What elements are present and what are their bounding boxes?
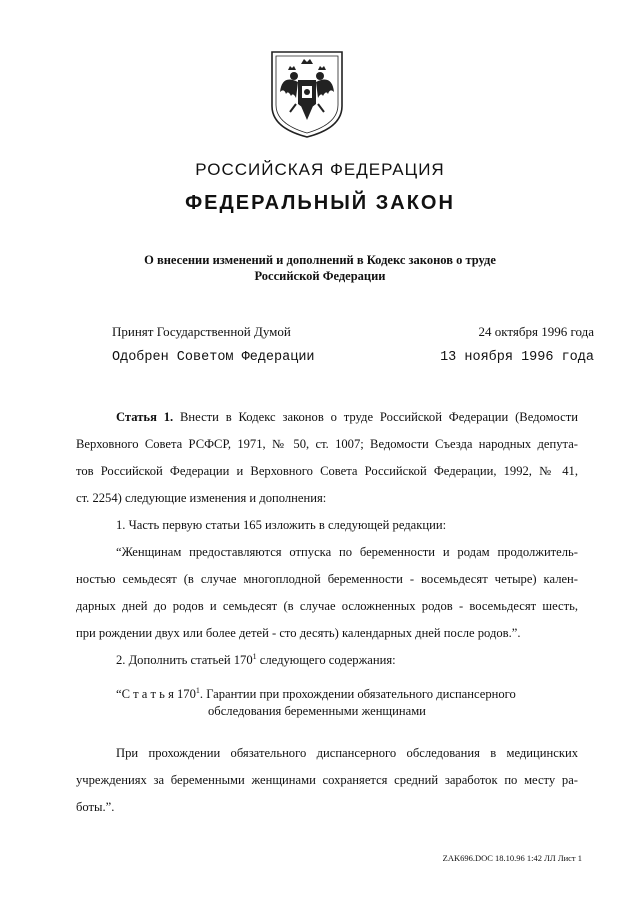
article-1-label: Статья 1. bbox=[116, 410, 174, 424]
law-title-line-1: О внесении изменений и дополнений в Кодекс законов о труде bbox=[144, 253, 496, 267]
quote-line-2: ностью семьдесят (в случае многоплодной беременности - восемьдесят четыре) кален- bbox=[76, 572, 578, 586]
item-1: 1. Часть первую статьи 165 изложить в следующей редакции: bbox=[116, 518, 447, 532]
council-approval-date: 13 ноября 1996 года bbox=[440, 350, 594, 365]
article-1-line-2: Верховного Совета РСФСР, 1971, № 50, ст. 1007; Ведомости Съезда народных депута- bbox=[76, 437, 578, 451]
article-170-1-heading bbox=[116, 686, 586, 720]
law-title bbox=[120, 252, 520, 284]
council-approval-label: Одобрен Советом Федерации bbox=[112, 350, 315, 365]
article-170-1-line-2: обследования беременными женщинами bbox=[208, 704, 426, 718]
council-approval-row bbox=[112, 350, 594, 365]
quote-line-4: при рождении двух или более детей - сто десять) календарных дней после родов.”. bbox=[76, 626, 521, 640]
article-170-1-line-1 bbox=[116, 687, 516, 701]
item-2-superscript: 1 bbox=[252, 651, 257, 661]
article-170-1-body-line-1: При прохождении обязательного диспансерного обследования в медицинских bbox=[116, 746, 578, 760]
law-title-line-2: Российской Федерации bbox=[254, 269, 386, 283]
article-1-line-1 bbox=[76, 404, 578, 431]
article-170-1-superscript: 1 bbox=[195, 685, 200, 695]
russian-coat-of-arms-icon bbox=[268, 48, 346, 140]
country-name: РОССИЙСКАЯ ФЕДЕРАЦИЯ bbox=[195, 160, 445, 179]
article-170-1-prefix: “С т а т ь я 170 bbox=[116, 687, 196, 701]
quote-line-3: дарных дней до родов и семьдесят (в случае осложненных родов - восемьдесят шесть, bbox=[76, 599, 578, 613]
article-170-1-body-line-3: боты.”. bbox=[76, 800, 115, 814]
article-170-1-body-line-2: учреждениях за беременными женщинами сохраняется средний заработок по месту ра- bbox=[76, 773, 578, 787]
item-2-suffix: следующего содержания: bbox=[256, 653, 396, 667]
article-1-text-1: Внести в Кодекс законов о труде Российской Федерации (Ведомости bbox=[180, 410, 578, 424]
item-2 bbox=[76, 647, 578, 674]
article-170-1-body bbox=[76, 740, 578, 821]
document-type-heading: ФЕДЕРАЛЬНЫЙ ЗАКОН bbox=[185, 192, 455, 214]
item-2-prefix: 2. Дополнить статьей 170 bbox=[116, 653, 253, 667]
duma-adoption-row bbox=[112, 324, 594, 340]
quote-line-1: “Женщинам предоставляются отпуска по беременности и родам продолжитель- bbox=[116, 545, 578, 559]
article-1-line-4: ст. 2254) следующие изменения и дополнения: bbox=[76, 491, 327, 505]
duma-adoption-date: 24 октября 1996 года bbox=[478, 324, 594, 339]
duma-adoption-label: Принят Государственной Думой bbox=[112, 324, 291, 339]
article-1-line-3: тов Российской Федерации и Верховного Совета Российской Федерации, 1992, № 41, bbox=[76, 464, 578, 478]
article-1-body bbox=[76, 404, 578, 674]
article-170-1-title: . Гарантии при прохождении обязательного диспансерного bbox=[199, 687, 516, 701]
document-footer-stamp: ZAK696.DOC 18.10.96 1:42 ЛЛ Лист 1 bbox=[442, 853, 582, 863]
